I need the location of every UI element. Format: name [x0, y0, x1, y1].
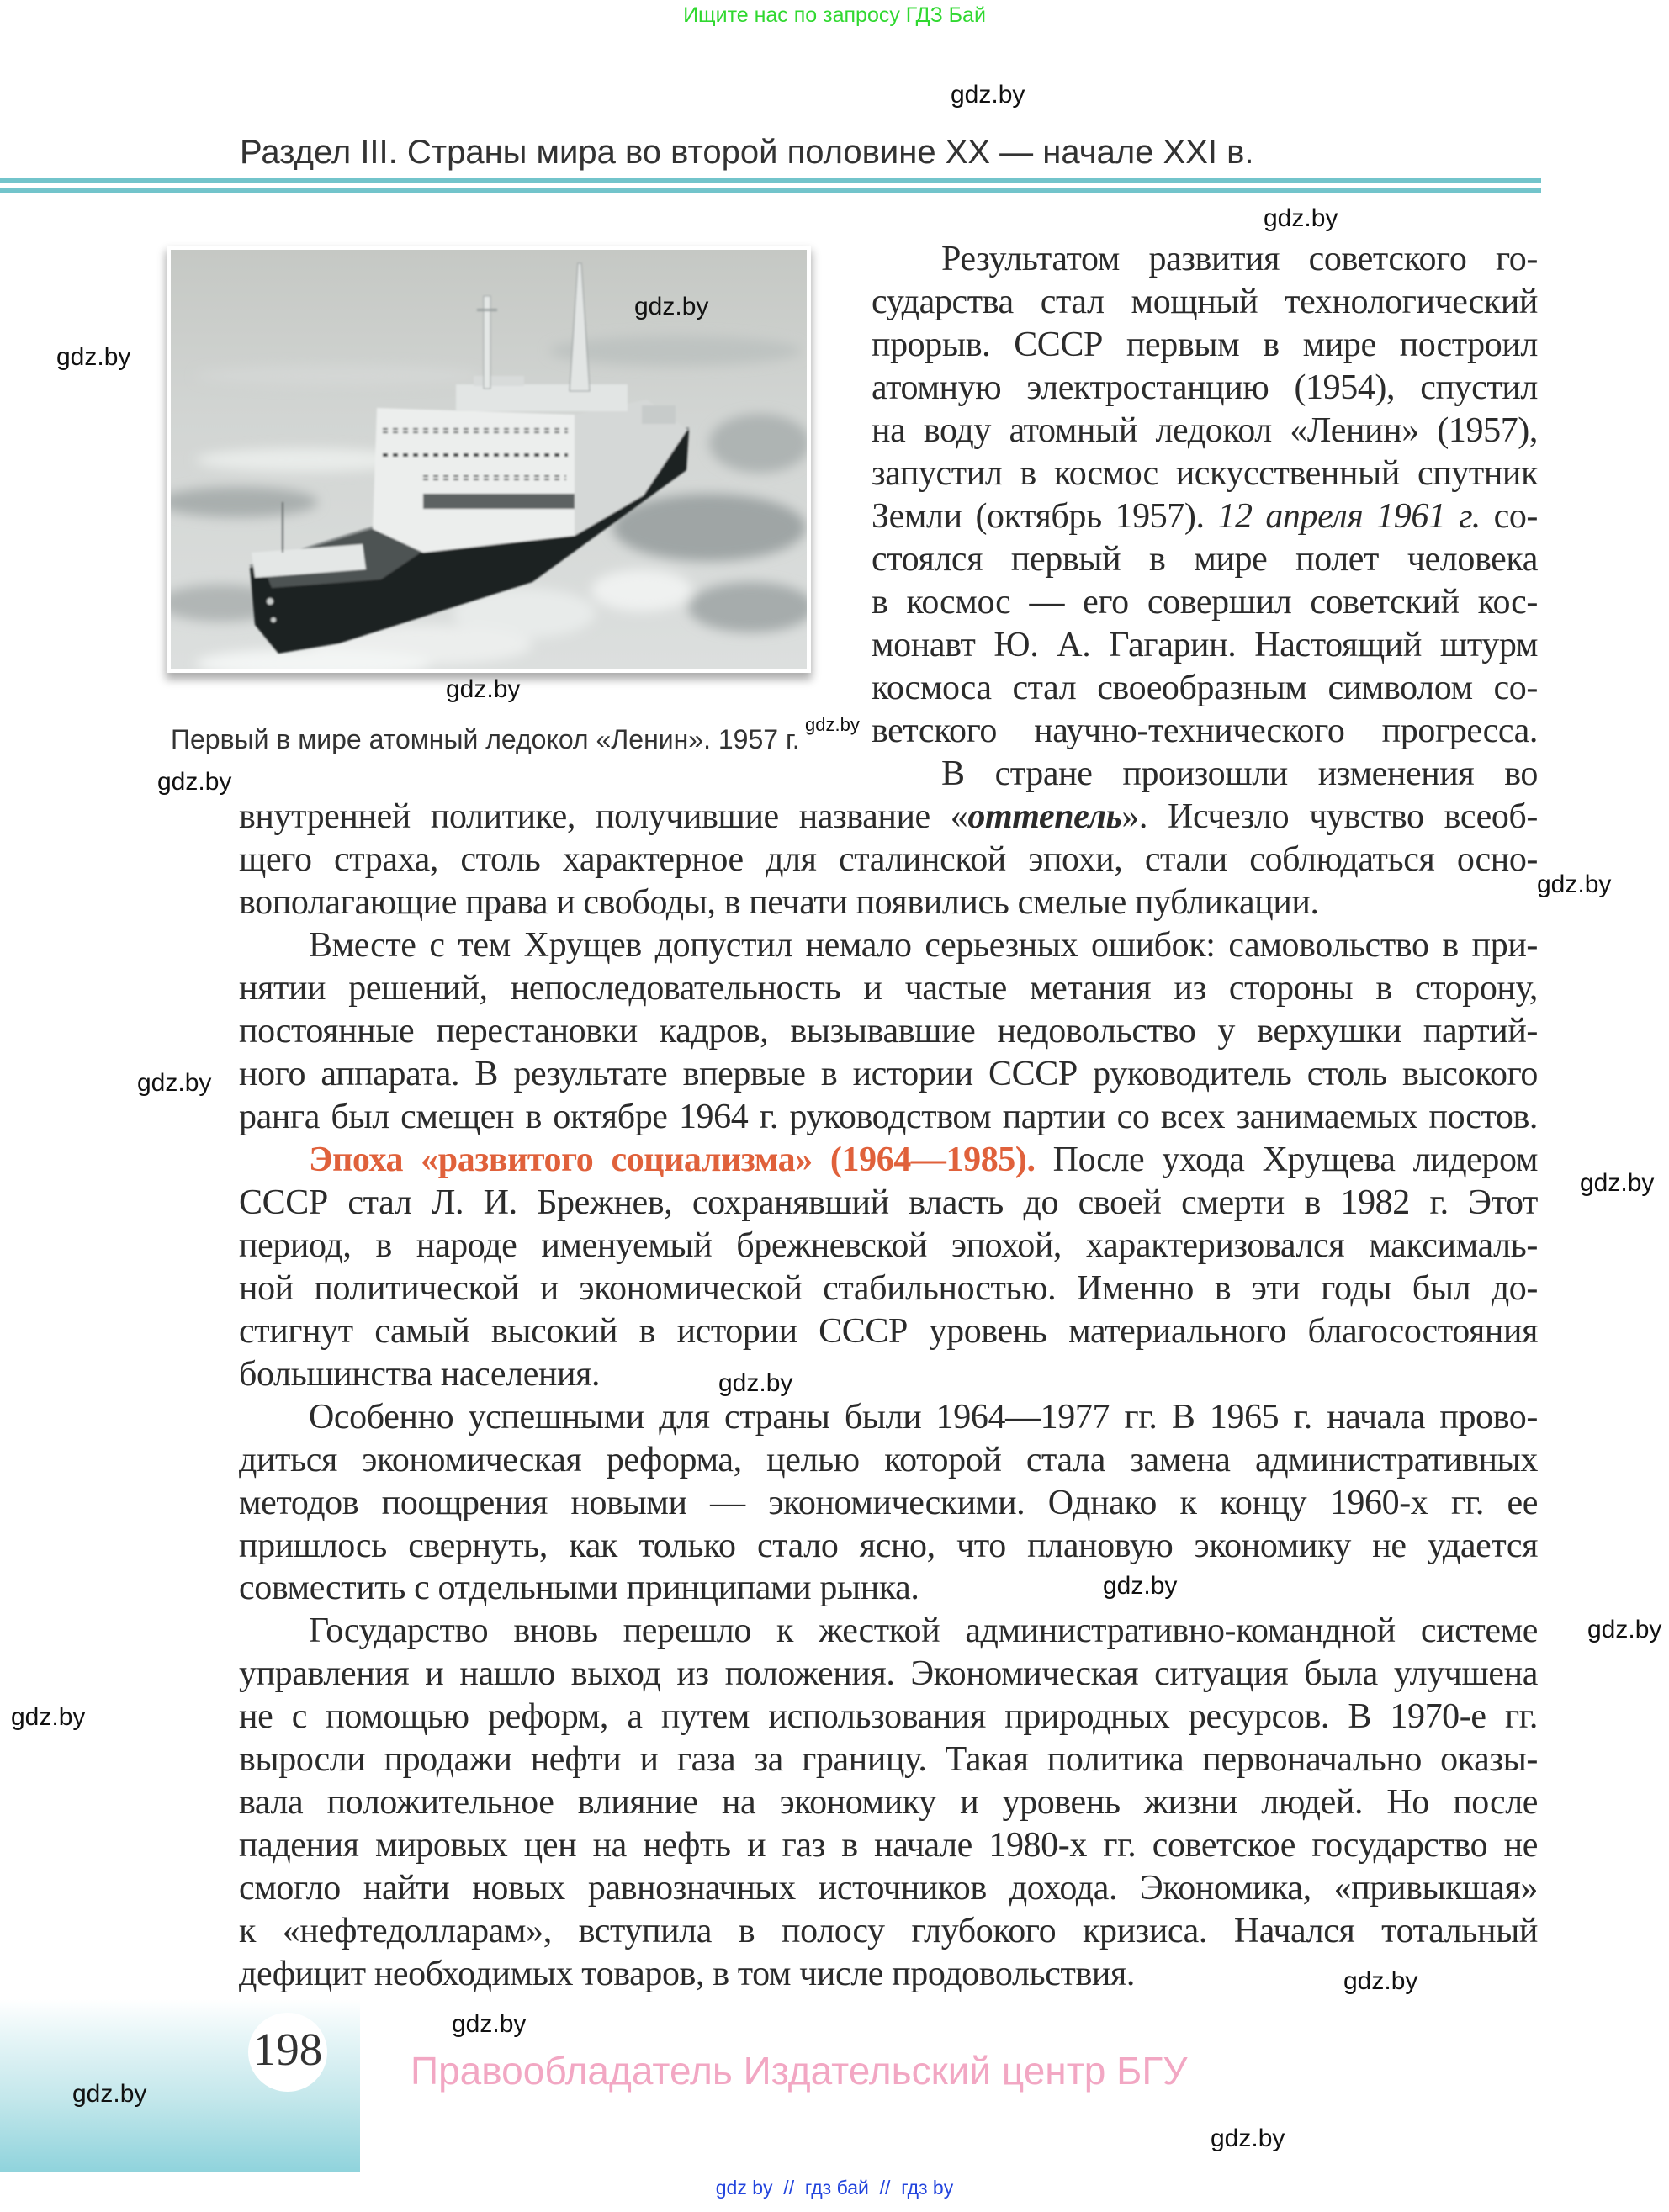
page-number: 198 [248, 2013, 327, 2092]
text-line [239, 1867, 1538, 1910]
paragraph-first-line [239, 1396, 1538, 1439]
watermark-gdz-by: gdz.by [634, 293, 709, 320]
main-text [239, 796, 1538, 1996]
text-line [872, 581, 1538, 624]
line-text: ного аппарата. В результате впервые в истории СССР руководитель столь высокого [239, 1054, 1538, 1093]
paragraph-last-line [239, 1567, 1538, 1610]
line-text: падения мировых цен на нефть и газ в начале 1980-х гг. советское государство не [239, 1826, 1538, 1865]
text-line [239, 1182, 1538, 1225]
watermark-gdz-by: gdz.by [1103, 1572, 1178, 1600]
line-text: запустил в космос искусственный спутник [872, 454, 1538, 494]
text-line [872, 281, 1538, 324]
icebreaker-photo [171, 250, 807, 669]
line-text: Особенно успешными для страны были 1964—1977 гг. В 1965 г. начала прово- [309, 1397, 1538, 1437]
line-text: Государство вновь перешло к жесткой административно-командной системе [309, 1611, 1538, 1651]
line-text: внутренней политике, получившие название « [239, 797, 968, 837]
subsection-heading: Эпоха «развитого социализма» (1964—1985). [309, 1140, 1036, 1179]
text-line [872, 410, 1538, 452]
text-line [239, 1781, 1538, 1824]
watermark-gdz-by: gdz.by [157, 768, 232, 796]
text-line [239, 1910, 1538, 1953]
text-line [239, 1696, 1538, 1738]
text-line [872, 452, 1538, 495]
line-text: нятии решений, непоследовательность и частые метания из стороны в сторону, [239, 968, 1538, 1008]
watermark-gdz-by: gdz.by [805, 714, 860, 735]
text-line [872, 495, 1538, 538]
text-line [239, 839, 1538, 881]
line-text: ной политической и экономической стабильностью. Именно в эти годы был до- [239, 1268, 1538, 1308]
header-rule-bottom [0, 188, 1541, 193]
watermark-gdz-by: gdz.by [11, 1703, 86, 1731]
line-text: управления и нашло выход из положения. Экономическая ситуация была улучшена [239, 1654, 1538, 1694]
line-text: Результатом развития советского го- [941, 240, 1538, 279]
line-text: методов поощрения новыми — экономическими. Однако к концу 1960-х гг. ее [239, 1483, 1538, 1522]
line-text: период, в народе именуемый брежневской эпохой, характеризовался максималь- [239, 1225, 1538, 1265]
text-line [239, 1010, 1538, 1053]
line-text: ранга был смещен в октябре 1964 г. руководством партии со всех занимаемых постов. [239, 1097, 1538, 1136]
text-line [239, 967, 1538, 1010]
watermark-gdz-by: gdz.by [1587, 1616, 1662, 1643]
text-line [872, 710, 1538, 753]
line-text: в космос — его совершил советский кос- [872, 583, 1538, 622]
line-text: на воду атомный ледокол «Ленин» (1957), [872, 411, 1538, 451]
watermark-gdz-by: gdz.by [1537, 871, 1612, 898]
line-text: диться экономическая реформа, целью которой стала замена административных [239, 1440, 1538, 1479]
watermark-gdz-by: gdz.by [951, 81, 1025, 108]
line-text: пришлось свернуть, как только стало ясно, что плановую экономику не удается [239, 1526, 1538, 1565]
watermark-gdz-by: gdz.by [1343, 1967, 1418, 1995]
text-line [239, 1525, 1538, 1568]
text-line [239, 1824, 1538, 1867]
watermark-gdz-by: gdz.by [446, 675, 521, 703]
text-line [239, 1653, 1538, 1696]
figure-photo-frame [167, 246, 811, 673]
text-line [239, 1053, 1538, 1096]
term-thaw: оттепель [967, 797, 1122, 837]
paragraph-first-line [239, 924, 1538, 967]
line-text: щего страха, столь характерное для сталинской эпохи, стали соблюдаться осно- [239, 840, 1538, 879]
line-text: выросли продажи нефти и газа за границу. Такая политика первоначально оказы- [239, 1740, 1538, 1780]
watermark-gdz-by: gdz.by [137, 1069, 212, 1097]
watermark-gdz-by: gdz.by [56, 343, 131, 371]
watermark-gdz-by: gdz.by [1264, 204, 1338, 232]
text-line [239, 1225, 1538, 1267]
line-text: постоянные перестановки кадров, вызывавшие недовольство у верхушки партий- [239, 1011, 1538, 1050]
text-line [239, 1439, 1538, 1482]
text-line [239, 1738, 1538, 1781]
line-text: ветского научно-технического прогресса. [872, 711, 1538, 750]
line-text: атомную электростанцию (1954), спустил [872, 368, 1538, 408]
line-text: Земли (октябрь 1957). [872, 497, 1218, 537]
line-text: вала положительное влияние на экономику и уровень жизни людей. Но после [239, 1783, 1538, 1823]
watermark-gdz-by: gdz.by [72, 2080, 147, 2108]
paragraph-last-line [239, 1353, 1538, 1396]
line-text: дефицит необходимых товаров, в том числе продовольствия. [239, 1955, 1136, 1994]
line-text: большинства населения. [239, 1354, 601, 1394]
text-line [239, 1096, 1538, 1139]
line-text: со- [1480, 497, 1539, 537]
line-text: стигнут самый высокий в истории СССР уровень материального благосостояния [239, 1311, 1538, 1351]
paragraph-first-line [239, 1139, 1538, 1182]
line-text: совместить с отдельными принципами рынка. [239, 1569, 919, 1608]
line-text: космоса стал своеобразным символом со- [872, 668, 1538, 707]
line-text: ». Исчезло чувство всеоб- [1121, 797, 1538, 837]
paragraph-first-line [239, 1610, 1538, 1653]
text-line [872, 538, 1538, 581]
line-text: смогло найти новых равнозначных источников дохода. Экономика, «привыкшая» [239, 1869, 1538, 1908]
line-text: прорыв. СССР первым в мире построил [872, 325, 1538, 365]
line-text: вополагающие права и свободы, в печати появились смелые публикации. [239, 882, 1319, 922]
rights-holder-notice: Правообладатель Издательский центр БГУ [411, 2049, 1188, 2093]
figure-caption: Первый в мире атомный ледокол «Ленин». 1957 г. [171, 724, 800, 754]
text-line [872, 667, 1538, 710]
top-banner: Ищите нас по запросу ГДЗ Бай [683, 3, 986, 27]
text-line [872, 624, 1538, 667]
paragraph-first-line [872, 238, 1538, 281]
header-rule-top [0, 178, 1541, 183]
watermark-gdz-by: gdz.by [718, 1369, 793, 1397]
line-text: В стране произошли изменения во [941, 754, 1538, 793]
watermark-gdz-by: gdz.by [452, 2010, 527, 2038]
line-text: к «нефтедолларам», вступила в полосу глубокого кризиса. Начался тотальный [239, 1912, 1538, 1951]
right-column-text [872, 238, 1538, 796]
text-line [872, 367, 1538, 410]
text-line [239, 1310, 1538, 1353]
line-text: монавт Ю. А. Гагарин. Настоящий штурм [872, 626, 1538, 665]
line-text: СССР стал Л. И. Брежнев, сохранявший власть до своей смерти в 1982 г. Этот [239, 1183, 1538, 1222]
paragraph-last-line [239, 881, 1538, 924]
watermark-gdz-by: gdz.by [1580, 1169, 1655, 1197]
paragraph-first-line [872, 753, 1538, 796]
text-line [239, 1267, 1538, 1310]
italic-date: 12 апреля 1961 г. [1217, 497, 1481, 537]
text-line [872, 324, 1538, 367]
watermark-gdz-by: gdz.by [1211, 2125, 1285, 2152]
line-text: Вместе с тем Хрущев допустил немало серьезных ошибок: самовольство в при- [309, 925, 1538, 965]
line-text: После ухода Хрущева лидером [1035, 1140, 1538, 1179]
text-line [239, 1482, 1538, 1525]
text-line [239, 796, 1538, 839]
line-text: сударства стал мощный технологический [872, 283, 1538, 322]
section-title: Раздел III. Страны мира во второй половине XX — начале XXI в. [240, 134, 1254, 171]
bottom-site-links: gdz by // гдз бай // гдз by [715, 2177, 954, 2199]
line-text: стоялся первый в мире полет человека [872, 540, 1538, 579]
line-text: не с помощью реформ, а путем использования природных ресурсов. В 1970-е гг. [239, 1697, 1538, 1737]
